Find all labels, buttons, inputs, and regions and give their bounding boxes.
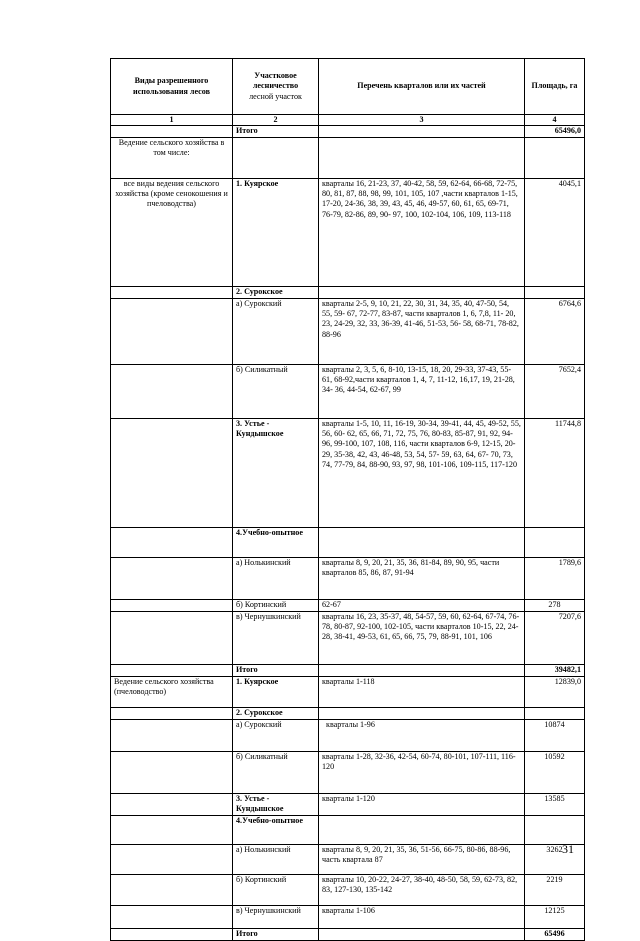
table-row xyxy=(111,611,585,664)
use-type-cell xyxy=(111,611,233,664)
use-type-cell xyxy=(111,719,233,751)
forestry-cell: б) Кортинский xyxy=(233,874,319,905)
use-type-cell xyxy=(111,844,233,874)
area-cell: 1789,6 xyxy=(525,557,585,599)
quarters-cell xyxy=(319,137,525,178)
use-type-cell xyxy=(111,751,233,793)
header-forestry-title: Участковое лесничество xyxy=(252,70,299,91)
area-cell: 12839,0 xyxy=(525,676,585,707)
area-cell: 3262 xyxy=(525,844,585,874)
forestry-cell: б) Силикатный xyxy=(233,751,319,793)
table-row xyxy=(111,844,585,874)
table-row xyxy=(111,676,585,707)
table-row xyxy=(111,286,585,298)
use-type-cell xyxy=(111,126,233,137)
forestry-cell: Итого xyxy=(233,928,319,940)
quarters-cell: кварталы 10, 20-22, 24-27, 38-40, 48-50, 58, 59, 62-73, 82, 83, 127-130, 135-142 xyxy=(319,874,525,905)
use-type-cell xyxy=(111,815,233,844)
area-cell xyxy=(525,815,585,844)
forestry-cell: 1. Куярское xyxy=(233,178,319,286)
area-cell: 65496 xyxy=(525,928,585,940)
table-row xyxy=(111,874,585,905)
table-row xyxy=(111,527,585,557)
forestry-cell: а) Сурокский xyxy=(233,719,319,751)
area-cell: 278 xyxy=(525,599,585,611)
area-cell: 13585 xyxy=(525,793,585,815)
table-row xyxy=(111,137,585,178)
column-number-1: 1 xyxy=(111,115,233,126)
forestry-cell: Итого xyxy=(233,126,319,137)
quarters-cell xyxy=(319,928,525,940)
forestry-cell: а) Нолькинский xyxy=(233,844,319,874)
table-row xyxy=(111,793,585,815)
header-quarters: Перечень кварталов или их частей xyxy=(319,59,525,115)
forestry-cell: 2. Сурокское xyxy=(233,286,319,298)
forest-use-table xyxy=(110,58,585,941)
table-row xyxy=(111,815,585,844)
forestry-cell xyxy=(233,137,319,178)
use-type-cell xyxy=(111,874,233,905)
forestry-cell: б) Кортинский xyxy=(233,599,319,611)
use-type-cell xyxy=(111,905,233,928)
use-type-cell xyxy=(111,557,233,599)
table-row xyxy=(111,751,585,793)
area-cell: 12125 xyxy=(525,905,585,928)
quarters-cell: кварталы 1-28, 32-36, 42-54, 60-74, 80-101, 107-111, 116-120 xyxy=(319,751,525,793)
area-cell xyxy=(525,137,585,178)
area-cell: 11744,8 xyxy=(525,418,585,527)
use-type-cell xyxy=(111,707,233,719)
quarters-cell xyxy=(319,664,525,676)
area-cell: 2219 xyxy=(525,874,585,905)
use-type-cell xyxy=(111,286,233,298)
table-row xyxy=(111,364,585,418)
area-cell: 6764,6 xyxy=(525,298,585,364)
quarters-cell: кварталы 8, 9, 20, 21, 35, 36, 51-56, 66-75, 80-86, 88-96, часть квартала 87 xyxy=(319,844,525,874)
table-body xyxy=(111,126,585,940)
area-cell: 10592 xyxy=(525,751,585,793)
use-type-cell xyxy=(111,527,233,557)
table-row xyxy=(111,298,585,364)
use-type-cell: все виды ведения сельского хозяйства (кроме сенокошения и пчеловодства) xyxy=(111,178,233,286)
quarters-cell xyxy=(319,815,525,844)
header-forestry xyxy=(233,59,319,115)
forestry-cell: 3. Устье - Кундышское xyxy=(233,793,319,815)
column-number-3: 3 xyxy=(319,115,525,126)
quarters-cell xyxy=(319,126,525,137)
quarters-cell: кварталы 2-5, 9, 10, 21, 22, 30, 31, 34, 35, 40, 47-50, 54, 55, 59- 67, 72-77, 83-87, части кварталов 1, 6, 7,8, 11- 20, 23, 24-29, 32, 33, 36-39, 41-46, 51-53, 56- 58, 68-71, 78-82, 88-96 xyxy=(319,298,525,364)
quarters-cell: кварталы 1-5, 10, 11, 16-19, 30-34, 39-41, 44, 45, 49-52, 55, 56, 60- 62, 65, 66, 71, 72, 75, 76, 80-83, 85-87, 91, 92, 94-96, 99-100, 107, 108, 116, части кварталов 6-9, 12-15, 20-29, 35-38, 42, 43, 46-48, 53, 54, 57- 59, 63, 64, 67- 70, 73, 74, 77-79, 84, 88-90, 93, 97, 98, 101-106, 109-115, 117-120 xyxy=(319,418,525,527)
header-row xyxy=(111,59,585,115)
table-row xyxy=(111,418,585,527)
quarters-cell: кварталы 1-120 xyxy=(319,793,525,815)
quarters-cell: кварталы 1-106 xyxy=(319,905,525,928)
use-type-cell xyxy=(111,599,233,611)
table-row xyxy=(111,664,585,676)
forestry-cell: 1. Куярское xyxy=(233,676,319,707)
area-cell xyxy=(525,286,585,298)
use-type-cell xyxy=(111,298,233,364)
column-number-2: 2 xyxy=(233,115,319,126)
forestry-cell: Итого xyxy=(233,664,319,676)
area-cell: 4045,1 xyxy=(525,178,585,286)
quarters-cell: кварталы 1-118 xyxy=(319,676,525,707)
area-cell xyxy=(525,707,585,719)
use-type-cell: Ведение сельского хозяйства в том числе: xyxy=(111,137,233,178)
table-row xyxy=(111,557,585,599)
area-cell: 7207,6 xyxy=(525,611,585,664)
column-number-4: 4 xyxy=(525,115,585,126)
header-area: Площадь, га xyxy=(525,59,585,115)
forestry-cell: б) Силикатный xyxy=(233,364,319,418)
quarters-cell: кварталы 2, 3, 5, 6, 8-10, 13-15, 18, 20, 29-33, 37-43, 55-61, 68-92,части кварталов 1, 4, 7, 11-12, 16,17, 19, 21-28, 34- 36, 44-54, 62-67, 99 xyxy=(319,364,525,418)
quarters-cell xyxy=(319,286,525,298)
area-cell: 7652,4 xyxy=(525,364,585,418)
forestry-cell: а) Нолькинский xyxy=(233,557,319,599)
forestry-cell: 4.Учебно-опытное xyxy=(233,815,319,844)
numbering-row xyxy=(111,115,585,126)
forestry-cell: 2. Сурокское xyxy=(233,707,319,719)
table-row xyxy=(111,928,585,940)
forestry-cell: 4.Учебно-опытное xyxy=(233,527,319,557)
table-row xyxy=(111,707,585,719)
table-row xyxy=(111,126,585,137)
table-row xyxy=(111,599,585,611)
header-use-type: Виды разрешенного использования лесов xyxy=(111,59,233,115)
area-cell xyxy=(525,527,585,557)
area-cell: 10874 xyxy=(525,719,585,751)
area-cell: 39482,1 xyxy=(525,664,585,676)
forestry-cell: в) Чернушкинский xyxy=(233,611,319,664)
area-cell: 65496,0 xyxy=(525,126,585,137)
forestry-cell: в) Чернушкинский xyxy=(233,905,319,928)
table-row xyxy=(111,905,585,928)
forestry-cell: 3. Устье - Кундышское xyxy=(233,418,319,527)
quarters-cell: кварталы 8, 9, 20, 21, 35, 36, 81-84, 89, 90, 95, части кварталов 85, 86, 87, 91-94 xyxy=(319,557,525,599)
use-type-cell xyxy=(111,793,233,815)
quarters-cell: 62-67 xyxy=(319,599,525,611)
quarters-cell: кварталы 1-96 xyxy=(319,719,525,751)
header-forest-plot: лесной участок xyxy=(249,91,302,101)
page-number: 31 xyxy=(562,842,574,856)
quarters-cell: кварталы 16, 21-23, 37, 40-42, 58, 59, 62-64, 66-68, 72-75, 80, 81, 87, 88, 98, 99, 101, 105, 107 ,части кварталов 1-15, 17-20, 24-36, 38, 39, 43, 45, 46, 49-57, 60, 61, 65, 69-71, 76-79, 82-86, 89, 90- 97, 100, 102-104, 106, 109, 113-118 xyxy=(319,178,525,286)
forestry-cell: а) Сурокский xyxy=(233,298,319,364)
table-row xyxy=(111,719,585,751)
quarters-cell: кварталы 16, 23, 35-37, 48, 54-57, 59, 60, 62-64, 67-74, 76- 78, 80-87, 92-100, 102-105, части кварталов 10-15, 22, 24-28, 38-41, 49-53, 61, 65, 66, 75, 79, 88-91, 101, 106 xyxy=(319,611,525,664)
use-type-cell xyxy=(111,664,233,676)
quarters-cell xyxy=(319,527,525,557)
use-type-cell: Ведение сельского хозяйства (пчеловодство) xyxy=(111,676,233,707)
use-type-cell xyxy=(111,418,233,527)
use-type-cell xyxy=(111,364,233,418)
quarters-cell xyxy=(319,707,525,719)
table-row xyxy=(111,178,585,286)
use-type-cell xyxy=(111,928,233,940)
